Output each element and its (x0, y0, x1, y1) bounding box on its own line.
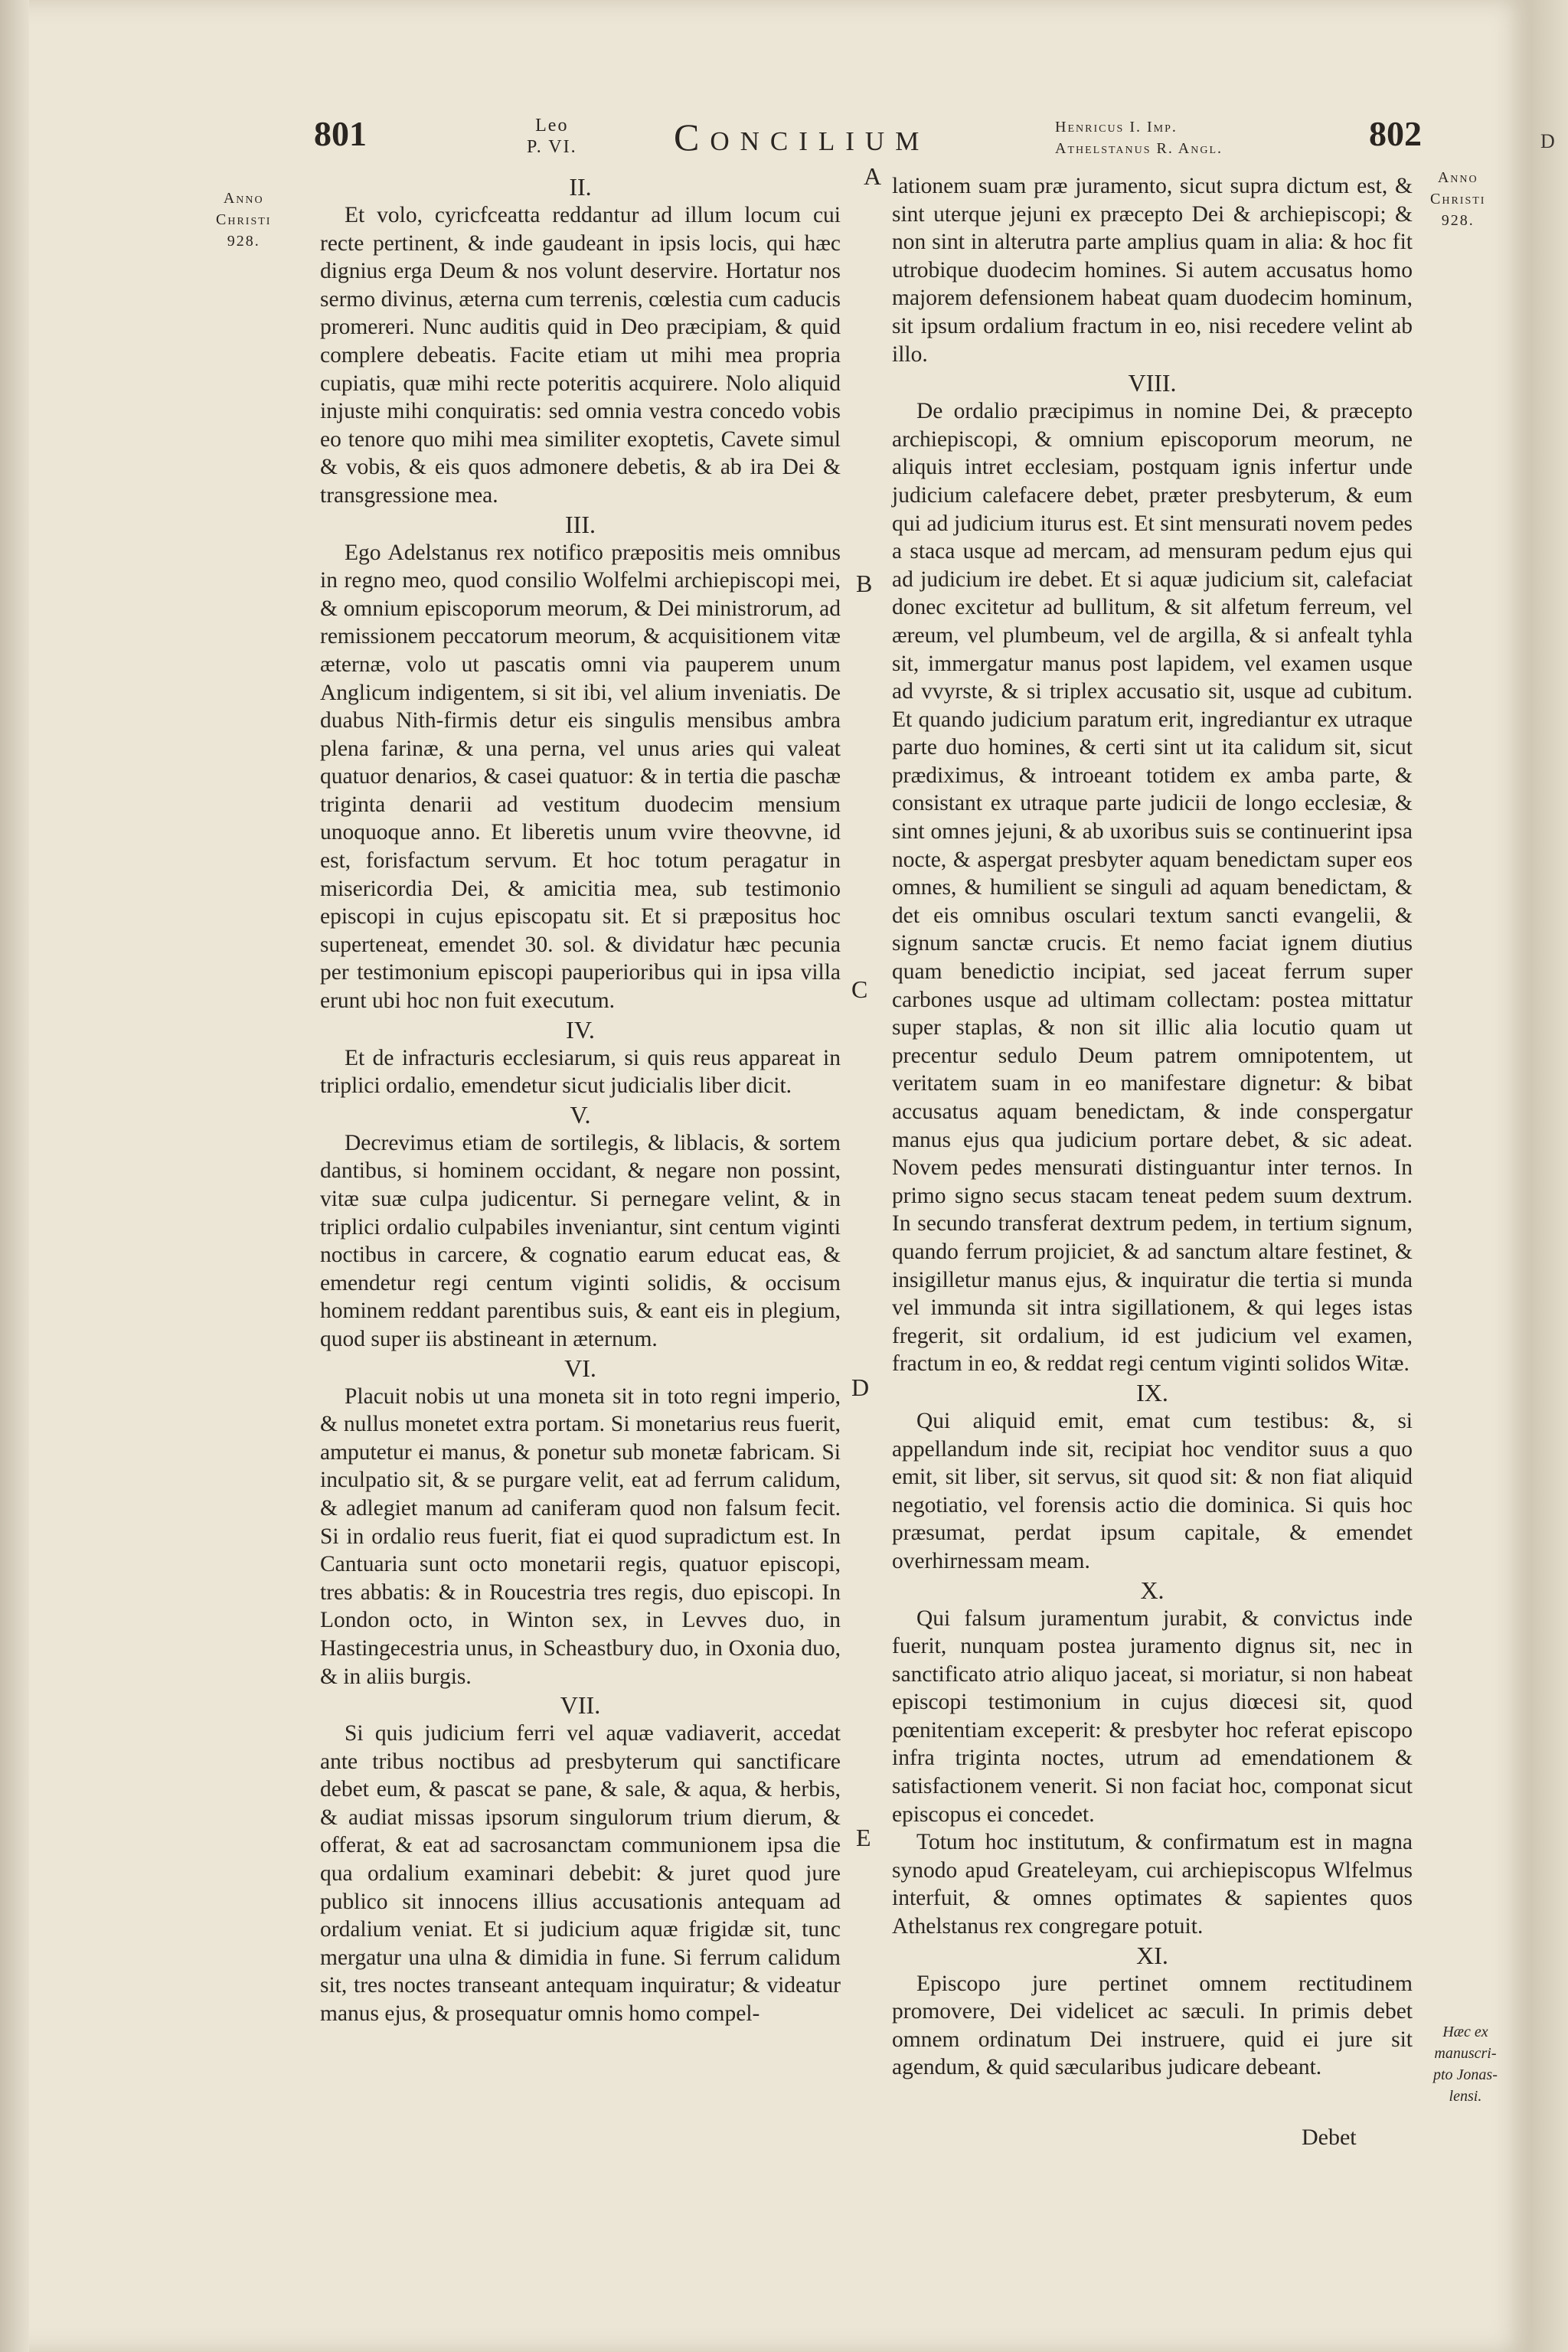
chapter-paragraph: De ordalio præcipimus in nomine Dei, & præcepto archiepiscopi, & omnium episcoporum meorum, ne aliquis intret ecclesiam, postquam ignis infertur unde judicium calefacere debet, præter presbyterum, & eum qui ad judicium iturus est. Et sint mensurati novem pedes a staca usque ad mercam, ad mensuram pedum ejus qui ad judicium ire debet. Et si aquæ judicium sit, calefaciat donec excitetur ad bullitum, & sit alfetum ferreum, vel æreum, vel plumbeum, vel de argilla, & si anfealt tyhla sit, immergatur manus post lapidem, vel examen usque ad vvyrste, & si triplex accusatio sit, usque ad cubitum. Et quando judicium paratum erit, ingrediantur ex utraque parte duo homines, & certi sint ut ita calidum sit, sicut prædiximus, & introeant totidem ex amba parte, & consistant ex utraque parte judicii de longo ecclesiæ, & sint omnes jejuni, & ab uxoribus suis se continuerint ipsa nocte, & aspergat presbyter aquam benedictam super eos omnes, & humilient se singuli ad aquam benedictam, & det eis omnibus osculari textum sancti evangelii, & signum sanctæ crucis. Et nemo faciat ignem diutius quam benedictio incipiat, sed jaceat ferrum super carbones usque ad ultimam collectam: postea mittatur super staplas, & non sit illic alia locutio quam ut precentur sedulo Deum patrem omnipotentem, ut veritatem suam in eo manifestare dignetur: & bibat accusatus aquam benedictam, & inde conspergatur manus ejus qua judicium portare debet, & sic adeat. Novem pedes mensurati distinguantur inter ternos. In primo signo secus stacam teneat pedem suum dextrum. In secundo transferat dextrum pedem, in tertium signum, quando ferrum projiciet, & ad sanctum altare festinet, & insigilletur manus ejus, & inquiratur die tertia si munda vel immunda sit intra sigillationem, & qui leges istas fregerit, sit ordalium, id est judicium vel examen, fractum in eo, & reddat regi centum viginti solidos Witæ. (892, 399, 1413, 1377)
margin-year-right (1430, 167, 1485, 231)
page-number-left: 801 (314, 114, 367, 153)
section-letter-c: C (851, 975, 868, 1003)
chapter-number: III. (565, 510, 596, 538)
next-page-edge (1530, 0, 1568, 2352)
chapter-number: VI. (564, 1354, 596, 1382)
catchword: Debet (1302, 2125, 1357, 2150)
chapter-number: XI. (1136, 1941, 1168, 1969)
chapter-paragraph: Qui aliquid emit, emat cum testibus: &, si appellandum inde sit, recipiat hoc venditor suus a quo emit, sit liber, sit servus, sit quod sit: & non fiat aliquid negotiatio, vel forensis actio die dominica. Si quis hoc præsumat, perdat ipsum capitale, & emendet overhirnessam meam. (892, 1408, 1413, 1573)
chapter-number: IX. (1136, 1378, 1168, 1406)
note-line: Hæc ex (1442, 2024, 1488, 2040)
chapter-number: V. (570, 1100, 591, 1129)
chapter-paragraph: Episcopo jure pertinet omnem rectitudinem promovere, Dei videlicet ac sæculi. In primis debet omnem ordinatum Dei instruere, quid ei jure sit agendum, & quid sæcularibus judicare debeant. (892, 1971, 1413, 2080)
note-line: manuscri- (1434, 2045, 1497, 2062)
running-head-pope (527, 115, 577, 158)
section-letter-a: A (864, 162, 882, 190)
note-line: lensi. (1449, 2088, 1482, 2105)
chapter-number: X. (1140, 1576, 1165, 1604)
text-column-left (320, 172, 841, 2028)
note-line: pto Jonas- (1433, 2066, 1498, 2083)
chapter-paragraph: Si quis judicium ferri vel aquæ vadiaverit, accedat ante tribus noctibus ad presbyterum qui sanctificare debet eum, & pascat se pane, & sale, & aqua, & herbis, & audiat missas ipsorum singulorum trium dierum, & offerat, & eat ad sacrosanctam communionem ipsa die qua ordalium examinari debebit: & juret quod jure publico sit innocens illius accusationis antequam ad ordalium veniat. Et si judicium aquæ frigidæ sit, tunc mergatur una ulna & dimidia in fune. Si ferrum calidum sit, tres noctes transeant antequam inquiratur; & videatur manus ejus, & prosequatur omnis homo compel- (320, 1721, 841, 2027)
chapter-paragraph: Ego Adelstanus rex notifico præpositis meis omnibus in regno meo, quod consilio Wolfelmi archiepiscopi mei, & omnium episcoporum meorum, & Dei ministrorum, ad remissionem peccatorum meorum, & acquisitionem vitæ æternæ, volo ut pascatis omni via pauperem unum Anglicum indigentem, si sit ibi, vel alium inveniatis. De duabus Nith-firmis detur eis singulis mensibus ambra plena farinæ, & una perna, vel unus aries qui valeat quatuor denarios, & casei quatuor: & in tertia die paschæ triginta denarii ad vestitum duodecim mensium unoquoque anno. Et liberetis unum vvire theovvne, id est, forisfactum servum. Et hoc totum peragatur in misericordia Dei, & amicitia mea, sub testimonio episcopi in cujus episcopatu sit. Et si præpositus hoc superteneat, emendet 30. sol. & dividatur hæc pecunia per testimonium episcopi pauperioribus qui in ipsa villa erunt ubi hoc non fuit executum. (320, 540, 841, 1014)
text-column-right (892, 172, 1413, 2082)
chapter-paragraph: Totum hoc institutum, & confirmatum est in magna synodo apud Greateleyam, cui archiepiscopus Wlfelmus interfuit, & omnes optimates & sapientes quos Athelstanus rex congregare potuit. (892, 1830, 1413, 1939)
page-number-right: 802 (1369, 114, 1422, 153)
margin-year: 928. (227, 233, 260, 250)
pope-name: Leo (535, 116, 569, 136)
chapter-paragraph: Decrevimus etiam de sortilegis, & liblacis, & sortem dantibus, si hominem occidant, & negare non possint, vitæ suæ culpa judicentur. Si pernegare velint, & in triplici ordalio culpabiles inveniantur, sint centum viginti noctibus in carcere, & cognatio earum educat eas, & emendetur regi centum viginti solidis, & occisum hominem reddant parentibus suis, & eant eis in plegium, quod super iis abstineant in æternum. (320, 1130, 841, 1351)
chapter-paragraph: Placuit nobis ut una moneta sit in toto regni imperio, & nullus monetet extra portam. Si monetarius reus fuerit, amputetur ei manus, & ponetur sub monetæ fabricam. Si inculpatio sit, & se purgare velit, eat ad ferrum calidum, & adlegiet manum ad caniferam quod non falsum fecit. Si in ordalio reus fuerit, fiat ei quod supradictum est. In Cantuaria sunt octo monetarii regis, quatuor episcopi, tres abbatis: & in Roucestria tres regis, duo episcopi. In London octo, in Winton sex, in Levves duo, in Hastingecestria unus, in Scheastbury duo, in Oxonia duo, & in aliis burgis. (320, 1383, 841, 1689)
section-letter-e: E (856, 1824, 871, 1851)
emperor-name: Henricus I. Imp. (1055, 119, 1178, 136)
chapter-number: VIII. (1128, 369, 1177, 397)
section-letter-d: D (851, 1374, 870, 1401)
running-head-rulers (1055, 116, 1223, 159)
chapter-number: IV. (566, 1015, 595, 1044)
running-head-title: Concilium (674, 116, 930, 158)
page-edge (0, 0, 29, 2352)
margin-christi: Christi (1430, 191, 1486, 207)
chapter-paragraph: lationem suam præ juramento, sicut supra dictum est, & sint uterque jejuni ex præcepto Dei & archiepiscopi; & non sint in alterutra parte amplius quam in alia: & hoc fit utrobique duodecim homines. Si autem accusatus homo majorem defensionem habeat quam duodecim hominum, sit ipsum ordalium fractum in eo, nisi recedere velint ab illo. (892, 174, 1413, 367)
margin-anno: Anno (223, 190, 264, 207)
king-name: Athelstanus R. Angl. (1055, 140, 1223, 157)
margin-year-left (216, 188, 271, 252)
chapter-paragraph: Et volo, cyricfceatta reddantur ad illum locum cui recte pertinent, & inde gaudeant in ipsis locis, qui hæc dignius erga Deum & nos volunt deservire. Hortatur nos sermo divinus, æterna cum terrenis, cœlestia cum caducis promereri. Nunc auditis quid in Deo præcipiam, & quid complere debeatis. Facite etiam ut mihi mea propria cupiatis, quæ mihi recte poteritis acquirere. Nolo aliquid injuste mihi conquiratis: sed omnia vestra concedo vobis eo tenore quo mihi mea similiter exoptetis, Cavete simul & vobis, & eis quos admonere debetis, & ab ira Dei & transgressione mea. (320, 203, 841, 508)
chapter-paragraph: Qui falsum juramentum jurabit, & convictus inde fuerit, nunquam postea juramento dignus sit, nec in sanctificato atrio aliquo jaceat, si moriatur, si non habeat episcopi testimonium in cujus diœcesi sit, quod pœnitentiam exceperit: & presbyter hoc referat episcopo infra triginta noctes, utrum ad emendationem & satisfactionem venerit. Si non faciat hoc, componat sicut episcopus ei concedet. (892, 1606, 1413, 1827)
margin-year: 928. (1441, 212, 1475, 229)
pope-number: P. VI. (527, 137, 577, 157)
margin-manuscript-note (1433, 2021, 1498, 2107)
chapter-number: VII. (560, 1691, 601, 1720)
margin-christi: Christi (216, 211, 272, 228)
chapter-paragraph: Et de infracturis ecclesiarum, si quis reus appareat in triplici ordalio, emendetur sicut judicialis liber dicit. (320, 1045, 841, 1099)
section-letter-b: B (856, 570, 873, 597)
margin-anno: Anno (1437, 169, 1478, 186)
chapter-number: II. (569, 173, 592, 201)
edge-fragment: D (1540, 130, 1555, 152)
